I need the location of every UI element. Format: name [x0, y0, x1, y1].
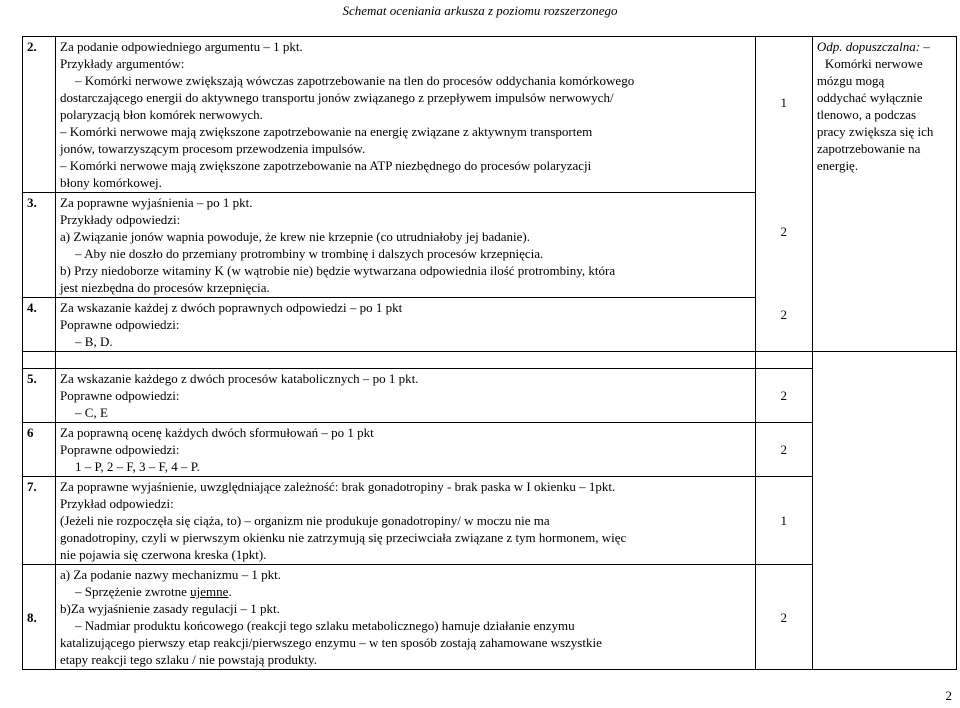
criteria-line: Za poprawne wyjaśnienia – po 1 pkt.	[60, 195, 253, 210]
criteria-line: – Komórki nerwowe mają zwiększone zapotrzebowanie na energię związane z aktywnym transportem	[60, 124, 593, 139]
task-points	[755, 37, 812, 352]
criteria-line: b)Za wyjaśnienie zasady regulacji – 1 pkt.	[60, 601, 280, 616]
underlined-word: ujemne	[190, 584, 229, 599]
page-header: Schemat oceniania arkusza z poziomu rozszerzonego	[342, 3, 618, 18]
criteria-line: a) Związanie jonów wapnia powoduje, że krew nie krzepnie (co utrudniałoby jej badanie).	[60, 229, 531, 244]
note-line: tlenowo, a podczas	[816, 107, 917, 122]
criteria-line: Poprawne odpowiedzi:	[60, 388, 180, 403]
criteria-line: dostarczającego energii do aktywnego transportu jonów związanego z przepływem impulsów nerwowych/	[60, 90, 614, 105]
criteria-line: Za poprawną ocenę każdych dwóch sformułowań – po 1 pkt	[60, 425, 374, 440]
criteria-text: – Sprzężenie zwrotne	[75, 584, 191, 599]
criteria-line: – C, E	[75, 405, 108, 420]
note-line: mózgu mogą	[816, 73, 885, 88]
note-line: Komórki nerwowe	[824, 56, 923, 71]
task-criteria	[56, 565, 756, 670]
criteria-line: katalizującego pierwszy etap reakcji/pierwszego enzymu – w ten sposób zostają zahamowane wszystkie	[60, 635, 602, 650]
criteria-line: polaryzacją błon komórek nerwowych.	[60, 107, 263, 122]
criteria-line: – Komórki nerwowe zwiększają wówczas zapotrzebowanie na tlen do procesów oddychania komórkowego	[75, 73, 635, 88]
task-points: 2	[755, 369, 812, 423]
acceptable-answer-note	[812, 37, 956, 352]
criteria-line: Poprawne odpowiedzi:	[60, 317, 180, 332]
task-number: 3.	[23, 193, 56, 298]
points-value: 1	[780, 94, 788, 110]
criteria-line: – Nadmiar produktu końcowego (reakcji tego szlaku metabolicznego) hamuje działanie enzymu	[75, 618, 575, 633]
criteria-line: Poprawne odpowiedzi:	[60, 442, 180, 457]
task-criteria	[56, 423, 756, 477]
task-criteria	[56, 193, 756, 298]
criteria-line: Przykłady odpowiedzi:	[60, 212, 181, 227]
task-number: 6	[23, 423, 56, 477]
criteria-line: (Jeżeli nie rozpoczęła się ciąża, to) – organizm nie produkuje gonadotropiny/ w moczu nie ma	[60, 513, 550, 528]
task-number: 4.	[23, 298, 56, 352]
criteria-line: Przykłady argumentów:	[60, 56, 185, 71]
note-line: oddychać wyłącznie	[816, 90, 923, 105]
scoring-table	[22, 36, 957, 670]
criteria-line: Za wskazanie każdego z dwóch procesów katabolicznych – po 1 pkt.	[60, 371, 419, 386]
task-number: 5.	[23, 369, 56, 423]
task-number: 7.	[23, 477, 56, 565]
criteria-line: jest niezbędna do procesów krzepnięcia.	[60, 280, 270, 295]
note-line: energię.	[816, 158, 859, 173]
task-number: 8.	[23, 565, 56, 670]
note-line: pracy zwiększa się ich	[816, 124, 934, 139]
criteria-line	[60, 583, 751, 600]
task-criteria	[56, 37, 756, 193]
task-points: 2	[755, 565, 812, 670]
page-number: 2	[945, 688, 952, 703]
criteria-line: – Komórki nerwowe mają zwiększone zapotrzebowanie na ATP niezbędnego do procesów polaryzacji	[60, 158, 592, 173]
points-value: 2	[780, 306, 788, 322]
criteria-line: Za poprawne wyjaśnienie, uwzględniające zależność: brak gonadotropiny - brak paska w I okienku – 1pkt.	[60, 479, 616, 494]
criteria-line: nie pojawia się czerwona kreska (1pkt).	[60, 547, 267, 562]
criteria-line: jonów, towarzyszącym procesom przewodzenia impulsów.	[60, 141, 366, 156]
table-row	[23, 37, 957, 193]
criteria-line: Za podanie odpowiedniego argumentu – 1 pkt.	[60, 39, 303, 54]
criteria-line: a) Za podanie nazwy mechanizmu – 1 pkt.	[60, 567, 281, 582]
criteria-line: błony komórkowej.	[60, 175, 162, 190]
task-number: 2.	[23, 37, 56, 193]
note-line: zapotrzebowanie na	[816, 141, 921, 156]
criteria-line: – B, D.	[75, 334, 113, 349]
criteria-line: b) Przy niedoborze witaminy K (w wątrobie nie) będzie wytwarzana odpowiednia ilość protrombiny, która	[60, 263, 616, 278]
task-criteria	[56, 369, 756, 423]
criteria-line: Za wskazanie każdej z dwóch poprawnych odpowiedzi – po 1 pkt	[60, 300, 403, 315]
task-criteria	[56, 298, 756, 352]
criteria-line: Przykład odpowiedzi:	[60, 496, 174, 511]
note-empty	[812, 369, 956, 670]
note-title: Odp. dopuszczalna: –	[816, 39, 930, 54]
table-gap	[23, 352, 957, 369]
criteria-line: gonadotropiny, czyli w pierwszym okienku nie zatrzymują się przeciwciała związane z tym hormonem, więc	[60, 530, 627, 545]
task-points: 1	[755, 477, 812, 565]
task-criteria	[56, 477, 756, 565]
criteria-line: etapy reakcji tego szlaku / nie powstają produkty.	[60, 652, 317, 667]
table-row	[23, 369, 957, 423]
criteria-text: .	[228, 584, 232, 599]
points-value: 2	[780, 223, 788, 239]
criteria-line: 1 – P, 2 – F, 3 – F, 4 – P.	[75, 459, 200, 474]
criteria-line: – Aby nie doszło do przemiany protrombiny w trombinę i dalszych procesów krzepnięcia.	[75, 246, 544, 261]
task-points: 2	[755, 423, 812, 477]
